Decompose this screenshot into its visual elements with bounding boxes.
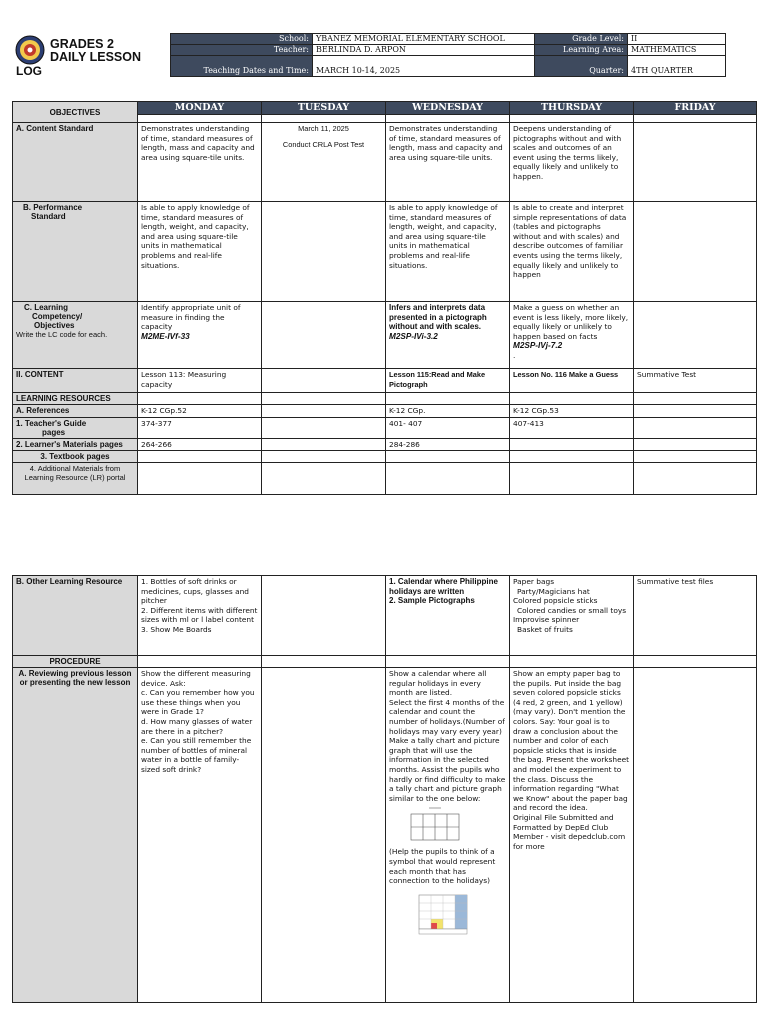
deped-seal-logo xyxy=(15,35,45,65)
content-label: II. CONTENT xyxy=(13,369,138,393)
competency-wednesday-text: Infers and interprets data presented in a pictograph without and with scales. xyxy=(389,303,487,332)
reviewing-wednesday-text-2: Select the first 4 months of the calendar and count the number of holidays.(Number of holidays may vary every year) Make a tally chart and picture graph that will use the information in the selected months. Assist the pupils who hardly or find difficulty to make a tally chart and picture graph similar to the one below: xyxy=(389,697,506,803)
list-item: Paper bags xyxy=(513,577,555,586)
header-info-table xyxy=(170,33,726,77)
teacher-guide-label-line-1: 1. Teacher's Guide xyxy=(16,418,87,428)
empty-cell xyxy=(262,576,386,656)
content-standard-monday: Demonstrates understanding of time, standard measures of length, mass and capacity and area using square-tile units. xyxy=(138,123,262,202)
quarter-label: Quarter: xyxy=(535,56,628,77)
list-item: Basket of fruits xyxy=(517,624,573,634)
references-monday: K-12 CGp.52 xyxy=(138,405,262,418)
list-item: Improvise spinner xyxy=(513,615,580,625)
school-value: YBANEZ MEMORIAL ELEMENTARY SCHOOL xyxy=(313,34,535,45)
list-item: e. Can you still remember the number of bottles of mineral water in a bottle of family-sized soft drink? xyxy=(141,736,252,774)
empty-cell xyxy=(262,656,386,668)
reviewing-thursday-credit: Original File Submitted and Formatted by DepEd Club Member - visit depedclub.com for more xyxy=(513,812,626,851)
empty-cell xyxy=(510,656,634,668)
empty-cell xyxy=(262,405,386,418)
content-monday: Lesson 113: Measuring capacity xyxy=(138,369,262,393)
list-item: 1. Bottles of soft drinks or medicines, cups, glasses and pitcher xyxy=(141,577,250,606)
tuesday-crla-cell xyxy=(262,123,386,202)
empty-cell xyxy=(262,369,386,393)
teacher-guide-monday: 374-377 xyxy=(138,417,262,438)
content-standard-label: A. Content Standard xyxy=(13,123,138,202)
reviewing-monday xyxy=(138,668,262,1003)
teacher-guide-label xyxy=(13,417,138,438)
reviewing-thursday-text: Show an empty paper bag to the pupils. Put inside the bag seven colored popsicle sticks (4 red, 2 green, and 1 yellow) (may vary). Don't mention the colors. Say: Your goal is to draw a conclusion about the number and color of each popsicle sticks that is inside the bag. Present the worksheet and model the experiment to the class. Discuss the information regarding "What we Know" about the paper bag and record the idea. xyxy=(513,669,630,813)
other-resources-thursday xyxy=(510,576,634,656)
list-item: 3. Show Me Boards xyxy=(141,624,212,634)
list-item: 1. Calendar where Philippine holidays are written xyxy=(389,577,498,596)
teacher-guide-thursday: 407-413 xyxy=(510,417,634,438)
empty-cell xyxy=(262,393,386,405)
empty-cell xyxy=(634,123,757,202)
empty-cell xyxy=(262,451,386,463)
brand-line-1: GRADES 2 xyxy=(50,37,114,51)
reviewing-label: A. Reviewing previous lesson or presenting the new lesson xyxy=(13,668,138,1003)
content-standard-wednesday: Demonstrates understanding of time, standard measures of length, mass and capacity and area using square-tile units. xyxy=(386,123,510,202)
empty-cell xyxy=(634,405,757,418)
references-thursday: K-12 CGp.53 xyxy=(510,405,634,418)
empty-cell xyxy=(510,393,634,405)
reviewing-wednesday-text-3: (Help the pupils to think of a symbol that would represent each month that has connection to the holidays) xyxy=(389,847,496,886)
lesson-table-part-2 xyxy=(12,575,757,1003)
content-thursday: Lesson No. 116 Make a Guess xyxy=(510,369,634,393)
additional-materials-label: 4. Additional Materials from Learning Resource (LR) portal xyxy=(13,463,138,495)
empty-cell xyxy=(634,393,757,405)
content-wednesday: Lesson 115:Read and Make Pictograph xyxy=(386,369,510,393)
quarter-value: 4TH QUARTER xyxy=(628,56,726,77)
competency-thursday-extra: . xyxy=(513,350,516,360)
empty-cell xyxy=(138,393,262,405)
competency-monday-code: M2ME-IVf-33 xyxy=(141,331,190,341)
empty-cell xyxy=(386,656,510,668)
empty-cell xyxy=(634,438,757,451)
pictograph-thumbnail xyxy=(409,889,471,939)
objectives-header: OBJECTIVES xyxy=(13,102,138,123)
performance-label-line-2: Standard xyxy=(31,212,66,221)
competency-thursday-text: Make a guess on whether an event is less likely, more likely, equally likely or unlikely to happen based on facts xyxy=(513,303,629,341)
empty-cell xyxy=(634,668,757,1003)
learner-materials-label: 2. Learner's Materials pages xyxy=(13,438,138,451)
teacher-guide-label-line-2: pages xyxy=(42,427,66,437)
content-standard-thursday: Deepens understanding of pictographs without and with scales and outcomes of an event using the terms likely, equally likely and unlikely to happen. xyxy=(510,123,634,202)
empty-cell xyxy=(634,656,757,668)
performance-label-line-1: B. Performance xyxy=(23,203,83,212)
empty-cell xyxy=(138,115,262,123)
day-monday: MONDAY xyxy=(138,102,262,115)
references-wednesday: K-12 CGp. xyxy=(386,405,510,418)
other-resources-wednesday xyxy=(386,576,510,656)
competency-label-line-1: C. Learning xyxy=(24,303,69,312)
brand-line-2: DAILY LESSON xyxy=(50,50,141,64)
empty-cell xyxy=(510,451,634,463)
lesson-table-part-1 xyxy=(12,101,757,495)
textbook-label: 3. Textbook pages xyxy=(13,451,138,463)
empty-cell xyxy=(386,393,510,405)
empty-cell xyxy=(138,463,262,495)
empty-cell xyxy=(510,115,634,123)
area-value: MATHEMATICS xyxy=(628,45,726,56)
competency-monday-text: Identify appropriate unit of measure in finding the capacity xyxy=(141,303,241,332)
empty-cell xyxy=(634,202,757,302)
day-thursday: THURSDAY xyxy=(510,102,634,115)
empty-cell xyxy=(262,202,386,302)
empty-cell xyxy=(262,438,386,451)
dates-label: Teaching Dates and Time: xyxy=(171,56,313,77)
tuesday-note: Conduct CRLA Post Test xyxy=(282,139,365,149)
learner-materials-wednesday: 284-286 xyxy=(386,438,510,451)
brand-line-3: LOG xyxy=(16,64,42,78)
competency-wednesday xyxy=(386,302,510,369)
list-item: d. How many glasses of water are there in a pitcher? xyxy=(141,716,253,736)
other-resources-label: B. Other Learning Resource xyxy=(13,576,138,656)
list-item: Colored popsicle sticks xyxy=(513,596,598,606)
empty-cell xyxy=(634,115,757,123)
tally-chart-thumbnail xyxy=(409,806,461,844)
grade-label: Grade Level: xyxy=(535,34,628,45)
empty-cell xyxy=(510,438,634,451)
empty-cell xyxy=(634,417,757,438)
list-item: 2. Sample Pictographs xyxy=(389,596,475,606)
empty-cell xyxy=(386,115,510,123)
list-item: Show the different measuring device. Ask: xyxy=(141,669,251,688)
empty-cell xyxy=(138,656,262,668)
performance-monday: Is able to apply knowledge of time, standard measures of length, weight, and capacity, and area using square-tile units in mathematical problems and real-life situations. xyxy=(138,202,262,302)
empty-cell xyxy=(262,668,386,1003)
empty-cell xyxy=(634,463,757,495)
other-resources-monday xyxy=(138,576,262,656)
performance-wednesday: Is able to apply knowledge of time, standard measures of length, weight, and capacity, and area using square-tile units in mathematical problems and real-life situations. xyxy=(386,202,510,302)
empty-cell xyxy=(262,115,386,123)
reviewing-wednesday-text-1: Show a calendar where all regular holidays in every month are listed. xyxy=(389,669,487,698)
competency-thursday xyxy=(510,302,634,369)
empty-cell xyxy=(138,451,262,463)
empty-cell xyxy=(510,463,634,495)
content-friday: Summative Test xyxy=(634,369,757,393)
references-label: A. References xyxy=(13,405,138,418)
grade-value: II xyxy=(628,34,726,45)
performance-thursday: Is able to create and interpret simple representations of data (tables and pictographs without and with scales) and describe outcomes of familiar events using the terms likely, equally likely and unlikely to happen xyxy=(510,202,634,302)
performance-standard-label xyxy=(13,202,138,302)
empty-cell xyxy=(386,463,510,495)
empty-cell xyxy=(262,302,386,369)
day-friday: FRIDAY xyxy=(634,102,757,115)
competency-label xyxy=(13,302,138,369)
empty-cell xyxy=(634,451,757,463)
list-item: Colored candies or small toys xyxy=(517,605,627,615)
competency-label-line-2: Competency/ xyxy=(32,312,83,321)
competency-wednesday-code: M2SP-IVi-3.2 xyxy=(389,331,438,341)
teacher-value: BERLINDA D. ARPON xyxy=(313,45,535,56)
list-item: c. Can you remember how you use these things when you were in Grade 1? xyxy=(141,688,255,717)
empty-cell xyxy=(634,302,757,369)
tuesday-date: March 11, 2025 xyxy=(298,124,349,133)
day-tuesday: TUESDAY xyxy=(262,102,386,115)
empty-cell xyxy=(262,463,386,495)
teacher-guide-wednesday: 401- 407 xyxy=(386,417,510,438)
list-item: Party/Magicians hat xyxy=(517,586,590,596)
competency-thursday-code: M2SP-IVj-7.2 xyxy=(513,341,563,351)
learner-materials-monday: 264-266 xyxy=(138,438,262,451)
list-item: 2. Different items with different sizes with ml or l label content xyxy=(141,605,258,625)
brand-title xyxy=(50,38,141,64)
area-label: Learning Area: xyxy=(535,45,628,56)
dates-value: MARCH 10-14, 2025 xyxy=(313,56,535,77)
empty-cell xyxy=(262,417,386,438)
procedure-label: PROCEDURE xyxy=(13,656,138,668)
other-resources-friday: Summative test files xyxy=(634,576,757,656)
learning-resources-label: LEARNING RESOURCES xyxy=(13,393,138,405)
teacher-label: Teacher: xyxy=(171,45,313,56)
competency-label-line-4: Write the LC code for each. xyxy=(16,330,108,339)
competency-label-line-3: Objectives xyxy=(34,321,75,330)
day-wednesday: WEDNESDAY xyxy=(386,102,510,115)
reviewing-wednesday xyxy=(386,668,510,1003)
competency-monday xyxy=(138,302,262,369)
reviewing-thursday xyxy=(510,668,634,1003)
empty-cell xyxy=(386,451,510,463)
school-label: School: xyxy=(171,34,313,45)
